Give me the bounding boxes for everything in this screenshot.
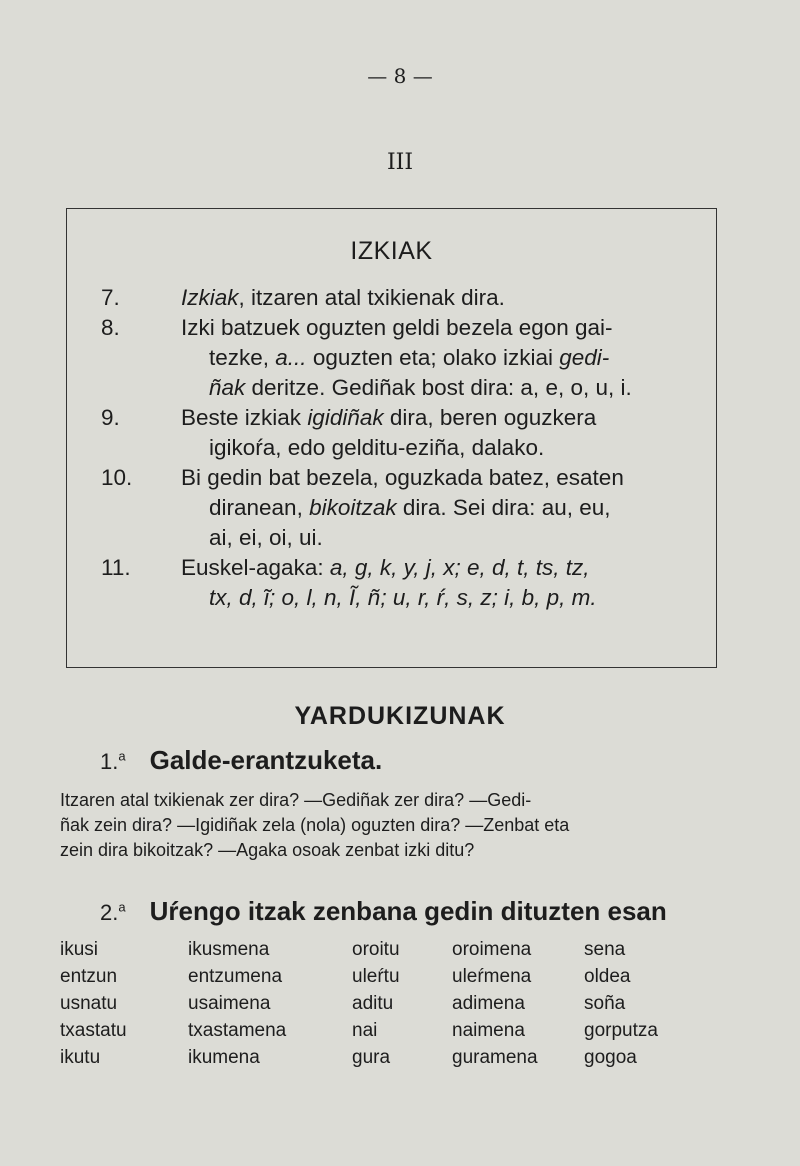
rule-line xyxy=(209,433,701,463)
rule-line xyxy=(209,343,701,373)
rule-number: 7. xyxy=(101,285,120,310)
word: soña xyxy=(584,993,626,1014)
rule-text xyxy=(181,553,701,613)
question-line: ñak zein dira? —Igidiñak zela (nola) oguzten dira? —Zenbat eta xyxy=(60,815,570,835)
word: entzun xyxy=(60,966,118,987)
word: ikumena xyxy=(188,1047,260,1068)
word: naimena xyxy=(452,1020,525,1041)
text-run: ai, ei, oi, ui. xyxy=(209,525,323,550)
page-number: — 8 — xyxy=(367,64,433,88)
word: entzumena xyxy=(188,966,283,987)
rule-item xyxy=(101,403,701,463)
question-line: Itzaren atal txikienak zer dira? —Gediñak zer dira? —Gedi- xyxy=(60,790,532,810)
text-run: , itzaren atal txikienak dira. xyxy=(238,285,505,310)
rule-text xyxy=(181,403,701,463)
exercise-2-title: Uŕengo itzak zenbana gedin dituzten esan xyxy=(149,896,667,926)
italic-term: tx, d, ĩ; o, l, n, Ĩ, ñ; u, r, ŕ, s, z; i, b, p, m. xyxy=(209,585,597,610)
rule-line xyxy=(209,523,701,553)
text-run: oguzten eta; olako izkiai xyxy=(306,345,560,370)
word: aditu xyxy=(352,993,394,1014)
word: usaimena xyxy=(188,993,271,1014)
rule-item xyxy=(101,463,701,553)
definitions-box xyxy=(66,208,717,668)
box-title: IZKIAK xyxy=(350,237,433,265)
word: oldea xyxy=(584,966,631,987)
text-run: Izki batzuek oguzten geldi bezela egon gai- xyxy=(181,315,613,340)
word: nai xyxy=(352,1020,378,1041)
text-run: deritze. Gediñak bost dira: a, e, o, u, i. xyxy=(245,375,632,400)
word-column xyxy=(60,936,127,1071)
exercise-1-title: Galde-erantzuketa. xyxy=(149,745,383,775)
exercise-1-number: 1.$^a$ xyxy=(100,748,126,774)
text-run: dira. Sei dira: au, eu, xyxy=(396,495,611,520)
word: adimena xyxy=(452,993,525,1014)
rule-line xyxy=(181,313,701,343)
word: txastatu xyxy=(60,1020,127,1041)
rule-line xyxy=(209,493,701,523)
word: oroimena xyxy=(452,939,532,960)
rule-line xyxy=(181,553,701,583)
word: uleŕtu xyxy=(352,966,400,987)
word-table xyxy=(60,936,740,1086)
exercise-2-heading xyxy=(100,896,667,927)
italic-term: a, g, k, y, j, x; e, d, t, ts, tz, xyxy=(329,555,590,580)
italic-term: a... xyxy=(275,345,307,370)
word: ikusi xyxy=(60,939,99,960)
rule-line xyxy=(181,463,701,493)
rule-text xyxy=(181,313,701,403)
word-column xyxy=(188,936,286,1071)
rule-number: 11. xyxy=(101,555,131,580)
word: gorputza xyxy=(584,1020,658,1041)
rule-item xyxy=(101,313,701,403)
rule-text xyxy=(181,463,701,553)
exercises-title: YARDUKIZUNAK xyxy=(294,702,506,730)
word: guramena xyxy=(452,1047,538,1068)
word: gura xyxy=(352,1047,391,1068)
word-column xyxy=(584,936,658,1071)
word: ikusmena xyxy=(188,939,270,960)
rule-number: 10. xyxy=(101,465,133,490)
italic-term: ñak xyxy=(209,375,246,400)
exercise-1-questions xyxy=(60,788,730,863)
italic-term: igidiñak xyxy=(307,405,384,430)
word: txastamena xyxy=(188,1020,287,1041)
exercise-1-heading xyxy=(100,745,382,776)
text-run: Beste izkiak xyxy=(181,405,308,430)
rule-line xyxy=(181,283,701,313)
italic-term: bikoitzak xyxy=(309,495,397,520)
word: ikutu xyxy=(60,1047,101,1068)
exercise-2-number: 2.$^a$ xyxy=(100,899,126,925)
rule-line xyxy=(209,583,701,613)
rule-line xyxy=(209,373,701,403)
text-run: dira, beren oguzkera xyxy=(383,405,597,430)
word: gogoa xyxy=(584,1047,637,1068)
text-run: tezke, xyxy=(209,345,276,370)
italic-term: Izkiak xyxy=(181,285,239,310)
italic-term: gedi- xyxy=(559,345,610,370)
word-column xyxy=(452,936,538,1071)
text-run: Euskel-agaka: xyxy=(181,555,330,580)
word: oroitu xyxy=(352,939,400,960)
rule-line xyxy=(181,403,701,433)
rule-item xyxy=(101,283,701,313)
word: uleŕmena xyxy=(452,966,532,987)
text-run: Bi gedin bat bezela, oguzkada batez, esaten xyxy=(181,465,624,490)
rule-text xyxy=(181,283,701,313)
text-run: igikoŕa, edo gelditu-eziña, dalako. xyxy=(209,435,545,460)
word: usnatu xyxy=(60,993,118,1014)
rule-number: 9. xyxy=(101,405,120,430)
question-line: zein dira bikoitzak? —Agaka osoak zenbat izki ditu? xyxy=(60,840,475,860)
word-column xyxy=(352,936,400,1071)
rule-item xyxy=(101,553,701,613)
word: sena xyxy=(584,939,626,960)
text-run: diranean, xyxy=(209,495,310,520)
chapter-number: III xyxy=(386,150,414,175)
rule-number: 8. xyxy=(101,315,120,340)
